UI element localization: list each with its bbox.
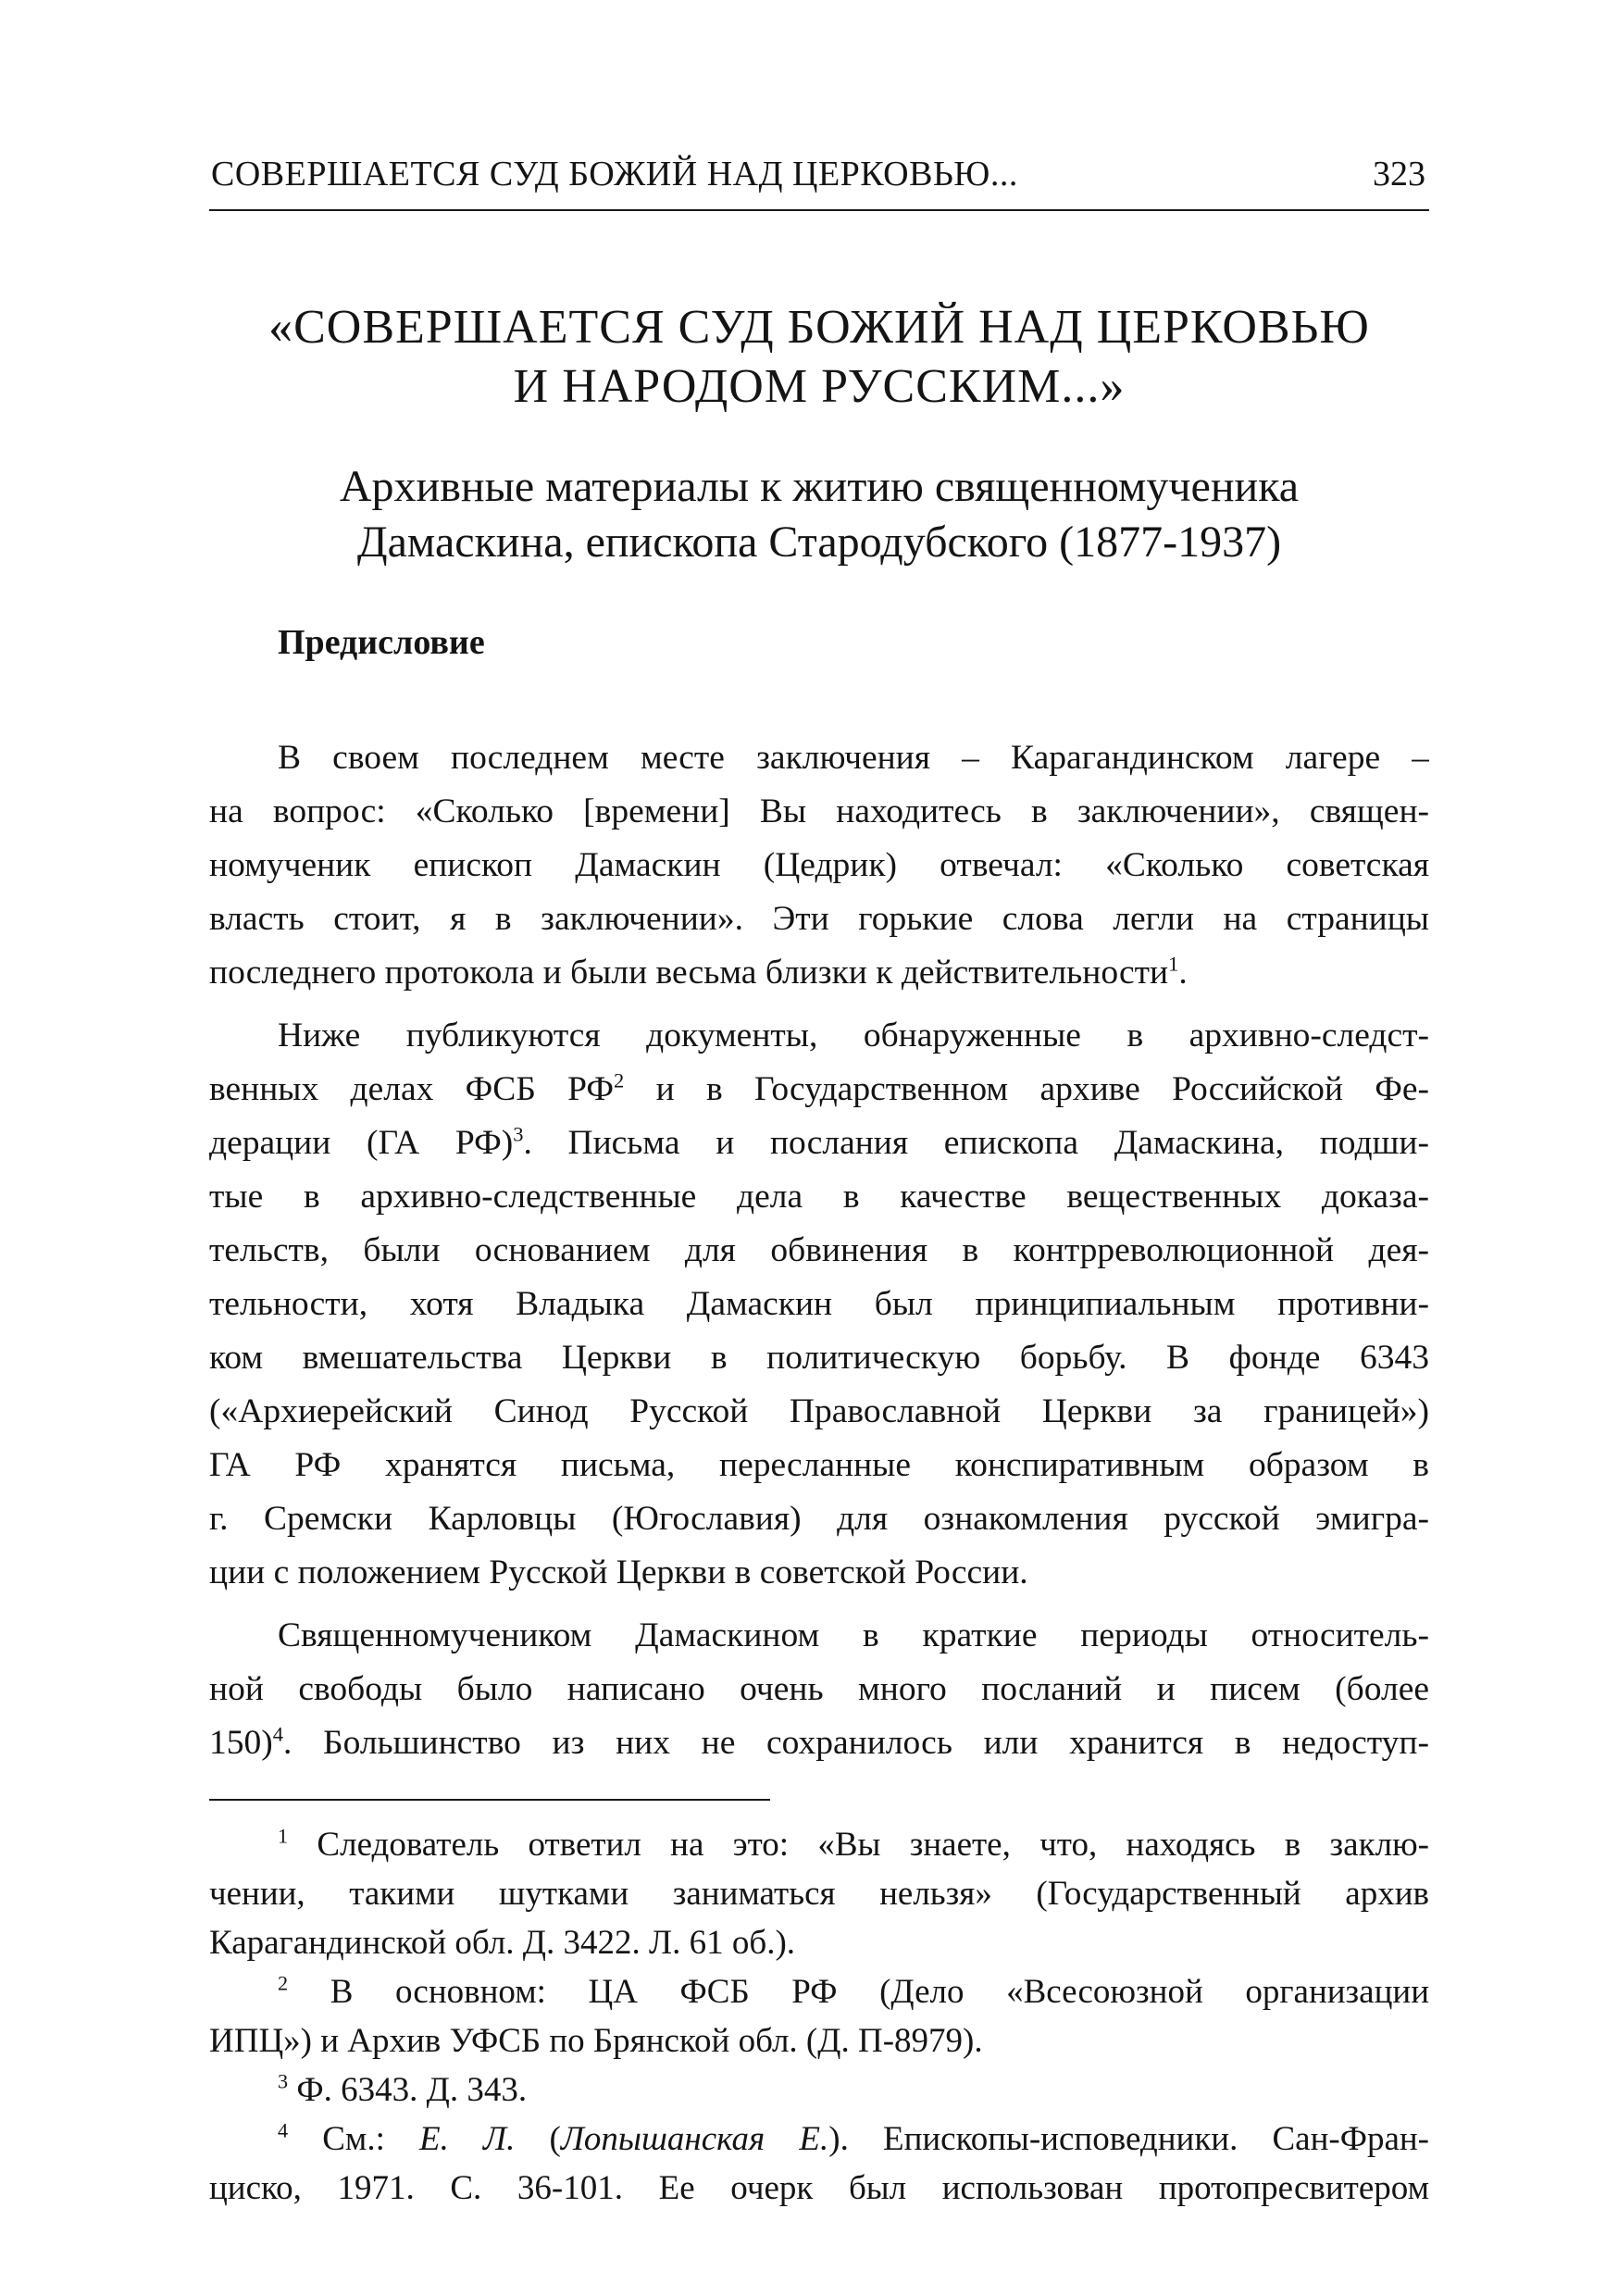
footnote-line: [209, 1869, 1429, 1918]
text-run: .: [1178, 954, 1188, 992]
text-run: на вопрос: «Сколько [времени] Вы находитесь в заключении», священ-: [209, 792, 1429, 830]
paragraph-line: [209, 1663, 1429, 1716]
footnote-ref: 3: [513, 1122, 524, 1146]
paragraph-line: [209, 1009, 1429, 1063]
paragraph-line: [209, 1385, 1429, 1439]
text-run: Священномучеником Дамаскином в краткие периоды относитель-: [278, 1616, 1429, 1654]
paragraph-line: [209, 1546, 1429, 1600]
text-run: тельств, были основанием для обвинения в контрреволюционной дея-: [209, 1231, 1429, 1269]
text-run: ГА РФ хранятся письма, пересланные конспиративным образом в: [209, 1446, 1429, 1484]
article-subtitle: [209, 459, 1429, 570]
running-header: [209, 148, 1429, 211]
text-run: чении, такими шутками заниматься нельзя» (Государственный архив: [209, 1875, 1429, 1913]
text-run: тые в архивно-следственные дела в качестве вещественных доказа-: [209, 1178, 1429, 1216]
article-title-line: «СОВЕРШАЕТСЯ СУД БОЖИЙ НАД ЦЕРКОВЬЮ: [268, 301, 1370, 354]
text-run: В основном: ЦА ФСБ РФ (Дело «Всесоюзной организации: [288, 1973, 1429, 2011]
text-run: . Письма и послания епископа Дамаскина, подши-: [523, 1124, 1429, 1162]
footnotes: [209, 1820, 1429, 2213]
footnote-ref: 3: [278, 2069, 289, 2093]
footnote-line: [209, 1918, 1429, 1967]
text-run: ции с положением Русской Церкви в советской России.: [209, 1554, 1028, 1591]
paragraph-line: [209, 1609, 1429, 1663]
text-run: . Большинство из них не сохранилось или хранится в недоступ-: [283, 1724, 1429, 1762]
footnote: [209, 1820, 1429, 1967]
text-run: Ниже публикуются документы, обнаруженные в архивно-следст-: [278, 1017, 1429, 1054]
text-run: (: [515, 2120, 561, 2158]
paragraph: [209, 731, 1429, 1000]
text-run: власть стоит, я в заключении». Эти горькие слова легли на страницы: [209, 900, 1429, 938]
paragraph-line: [209, 1716, 1429, 1770]
footnote-line: [209, 2115, 1429, 2164]
footnote-line: [209, 1820, 1429, 1869]
footnote: [209, 2115, 1429, 2213]
text-run: циско, 1971. С. 36-101. Ее очерк был использован протопресвитером: [209, 2169, 1429, 2207]
running-title: СОВЕРШАЕТСЯ СУД БОЖИЙ НАД ЦЕРКОВЬЮ...: [211, 155, 1018, 193]
footnote: [209, 2065, 1429, 2115]
body-text: [209, 731, 1429, 1770]
section-heading: Предисловие: [278, 623, 485, 662]
text-run: последнего протокола и были весьма близки к действительности: [209, 954, 1169, 992]
text-run: Ф. 6343. Д. 343.: [288, 2071, 528, 2109]
text-run: номученик епископ Дамаскин (Цедрик) отвечал: «Сколько советская: [209, 846, 1429, 884]
text-run: ком вмешательства Церкви в политическую борьбу. В фонде 6343: [209, 1339, 1429, 1377]
footnote-ref: 2: [278, 1971, 289, 1995]
footnote-line: [209, 2016, 1429, 2065]
paragraph-line: [209, 946, 1429, 1000]
footnote-ref: 1: [278, 1824, 289, 1848]
text-run: Карагандинской обл. Д. 3422. Л. 61 об.).: [209, 1924, 796, 1962]
article-subtitle-line: Дамаскина, епископа Стародубского (1877-1937): [356, 518, 1282, 567]
footnote-line: [209, 2065, 1429, 2115]
text-run: венных делах ФСБ РФ: [209, 1070, 615, 1108]
paragraph-line: [209, 1331, 1429, 1385]
paragraph-line: [209, 785, 1429, 839]
paragraph: [209, 1009, 1429, 1600]
text-run: дерации (ГА РФ): [209, 1124, 514, 1162]
footnote-ref: 4: [272, 1722, 283, 1746]
paragraph-line: [209, 731, 1429, 785]
text-run: См.:: [288, 2120, 420, 2158]
paragraph-line: [209, 1439, 1429, 1492]
text-run: («Архиерейский Синод Русской Православной Церкви за границей»): [209, 1392, 1429, 1430]
article-subtitle-line: Архивные материалы к житию священномученика: [339, 462, 1300, 511]
text-run: ИПЦ») и Архив УФСБ по Брянской обл. (Д. П-8979).: [209, 2022, 983, 2060]
footnote-ref: 4: [278, 2118, 289, 2142]
footnote-line: [209, 2164, 1429, 2213]
article-title-line: И НАРОДОМ РУССКИМ...»: [513, 360, 1126, 413]
paragraph-line: [209, 1492, 1429, 1546]
text-run: 150): [209, 1724, 273, 1762]
paragraph-line: [209, 1278, 1429, 1331]
footnote: [209, 1967, 1429, 2065]
paragraph-line: [209, 1224, 1429, 1278]
text-run: Следователь ответил на это: «Вы знаете, что, находясь в заклю-: [288, 1826, 1429, 1864]
text-run: тельности, хотя Владыка Дамаскин был принципиальным противни-: [209, 1285, 1429, 1323]
text-run: и в Государственном архиве Российской Фе-: [624, 1070, 1429, 1108]
text-run: ной свободы было написано очень много посланий и писем (более: [209, 1670, 1429, 1708]
italic-text: Лопышанская Е.: [560, 2120, 829, 2158]
footnote-ref: 2: [614, 1068, 625, 1092]
page-number: 323: [1373, 155, 1425, 193]
footnote-separator: [209, 1799, 770, 1801]
footnote-ref: 1: [1168, 952, 1179, 976]
text-run: ). Епископы-исповедники. Сан-Фран-: [828, 2120, 1429, 2158]
paragraph: [209, 1609, 1429, 1770]
paragraph-line: [209, 892, 1429, 946]
paragraph-line: [209, 1170, 1429, 1224]
paragraph-line: [209, 1063, 1429, 1117]
article-title: [209, 298, 1429, 417]
paragraph-line: [209, 839, 1429, 892]
footnote-line: [209, 1967, 1429, 2016]
paragraph-line: [209, 1117, 1429, 1170]
italic-text: Е. Л.: [419, 2120, 516, 2158]
text-run: В своем последнем месте заключения – Карагандинском лагере –: [278, 739, 1429, 777]
text-run: г. Сремски Карловцы (Югославия) для ознакомления русской эмигра-: [209, 1500, 1429, 1538]
